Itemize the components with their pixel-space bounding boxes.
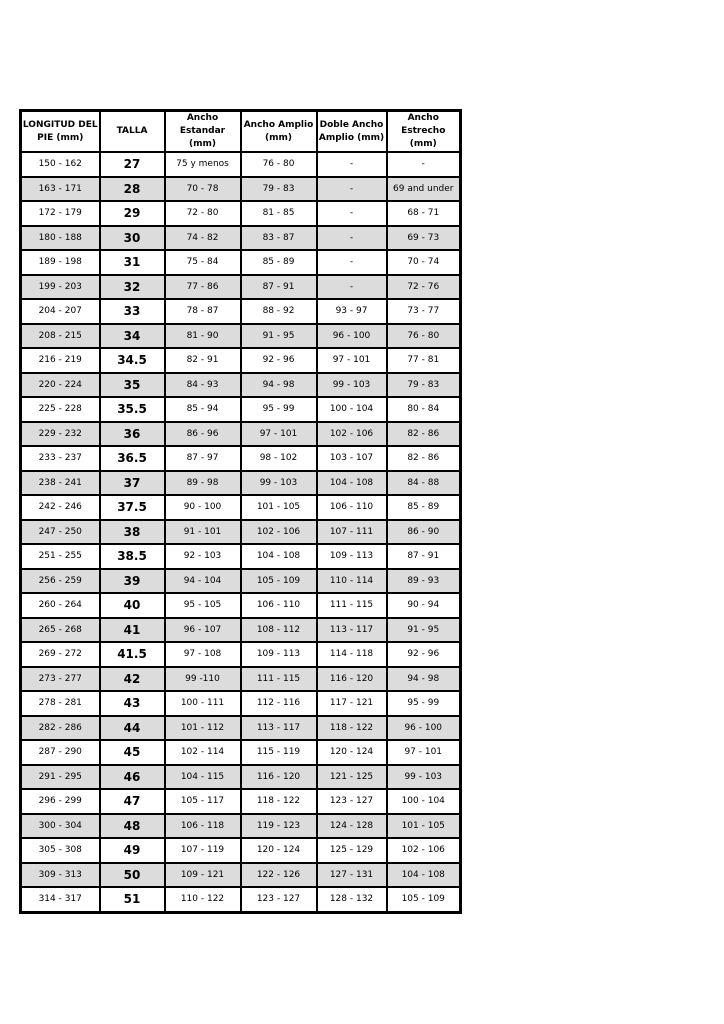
cell-wide-width: 123 - 127 [241, 887, 317, 912]
cell-standard-width: 102 - 114 [165, 740, 241, 765]
cell-standard-width: 81 - 90 [165, 324, 241, 349]
cell-wide-width: 97 - 101 [241, 422, 317, 447]
cell-wide-width: 101 - 105 [241, 495, 317, 520]
cell-narrow-width: 92 - 96 [387, 642, 461, 667]
cell-wide-width: 81 - 85 [241, 201, 317, 226]
table-row [21, 348, 461, 373]
cell-standard-width: 99 -110 [165, 667, 241, 692]
table-body [21, 152, 461, 912]
cell-size: 46 [100, 765, 165, 790]
cell-size: 31 [100, 250, 165, 275]
cell-wide-width: 95 - 99 [241, 397, 317, 422]
cell-double-wide-width: - [317, 177, 387, 202]
cell-standard-width: 85 - 94 [165, 397, 241, 422]
table-row [21, 471, 461, 496]
cell-narrow-width: 102 - 106 [387, 838, 461, 863]
cell-wide-width: 85 - 89 [241, 250, 317, 275]
table-row [21, 250, 461, 275]
cell-standard-width: 82 - 91 [165, 348, 241, 373]
cell-foot-length: 265 - 268 [21, 618, 100, 643]
cell-standard-width: 92 - 103 [165, 544, 241, 569]
cell-narrow-width: 73 - 77 [387, 299, 461, 324]
cell-standard-width: 110 - 122 [165, 887, 241, 912]
cell-standard-width: 90 - 100 [165, 495, 241, 520]
cell-size: 50 [100, 863, 165, 888]
cell-standard-width: 109 - 121 [165, 863, 241, 888]
cell-foot-length: 225 - 228 [21, 397, 100, 422]
cell-narrow-width: 76 - 80 [387, 324, 461, 349]
cell-size: 34 [100, 324, 165, 349]
table-row [21, 887, 461, 912]
cell-foot-length: 247 - 250 [21, 520, 100, 545]
cell-foot-length: 242 - 246 [21, 495, 100, 520]
table-row [21, 275, 461, 300]
table-row [21, 765, 461, 790]
cell-standard-width: 94 - 104 [165, 569, 241, 594]
cell-wide-width: 122 - 126 [241, 863, 317, 888]
cell-double-wide-width: 107 - 111 [317, 520, 387, 545]
cell-narrow-width: 85 - 89 [387, 495, 461, 520]
table-row [21, 495, 461, 520]
header-size: TALLA [100, 111, 165, 153]
cell-standard-width: 96 - 107 [165, 618, 241, 643]
cell-double-wide-width: 118 - 122 [317, 716, 387, 741]
cell-double-wide-width: - [317, 226, 387, 251]
cell-size: 35.5 [100, 397, 165, 422]
cell-size: 51 [100, 887, 165, 912]
cell-standard-width: 107 - 119 [165, 838, 241, 863]
cell-standard-width: 91 - 101 [165, 520, 241, 545]
cell-standard-width: 77 - 86 [165, 275, 241, 300]
table-row [21, 373, 461, 398]
cell-double-wide-width: 103 - 107 [317, 446, 387, 471]
cell-double-wide-width: 106 - 110 [317, 495, 387, 520]
cell-size: 41 [100, 618, 165, 643]
table-row [21, 863, 461, 888]
table-row [21, 422, 461, 447]
cell-wide-width: 79 - 83 [241, 177, 317, 202]
cell-wide-width: 119 - 123 [241, 814, 317, 839]
size-chart [19, 109, 462, 914]
table-row [21, 789, 461, 814]
table-row [21, 446, 461, 471]
cell-narrow-width: 69 - 73 [387, 226, 461, 251]
cell-wide-width: 83 - 87 [241, 226, 317, 251]
cell-foot-length: 150 - 162 [21, 152, 100, 177]
table-row [21, 716, 461, 741]
cell-standard-width: 97 - 108 [165, 642, 241, 667]
cell-wide-width: 76 - 80 [241, 152, 317, 177]
size-table [19, 109, 462, 914]
table-row [21, 667, 461, 692]
cell-wide-width: 111 - 115 [241, 667, 317, 692]
cell-narrow-width: 100 - 104 [387, 789, 461, 814]
table-row [21, 397, 461, 422]
cell-narrow-width: 99 - 103 [387, 765, 461, 790]
cell-size: 38.5 [100, 544, 165, 569]
cell-standard-width: 95 - 105 [165, 593, 241, 618]
table-row [21, 740, 461, 765]
table-row [21, 299, 461, 324]
cell-standard-width: 100 - 111 [165, 691, 241, 716]
cell-size: 33 [100, 299, 165, 324]
cell-double-wide-width: 113 - 117 [317, 618, 387, 643]
cell-wide-width: 104 - 108 [241, 544, 317, 569]
cell-foot-length: 238 - 241 [21, 471, 100, 496]
cell-narrow-width: 95 - 99 [387, 691, 461, 716]
cell-foot-length: 208 - 215 [21, 324, 100, 349]
cell-foot-length: 291 - 295 [21, 765, 100, 790]
cell-double-wide-width: 127 - 131 [317, 863, 387, 888]
cell-standard-width: 106 - 118 [165, 814, 241, 839]
table-row [21, 544, 461, 569]
cell-double-wide-width: 116 - 120 [317, 667, 387, 692]
cell-foot-length: 189 - 198 [21, 250, 100, 275]
cell-wide-width: 98 - 102 [241, 446, 317, 471]
cell-double-wide-width: 128 - 132 [317, 887, 387, 912]
table-row [21, 618, 461, 643]
cell-double-wide-width: - [317, 250, 387, 275]
table-row [21, 838, 461, 863]
cell-foot-length: 216 - 219 [21, 348, 100, 373]
table-row [21, 520, 461, 545]
cell-size: 47 [100, 789, 165, 814]
cell-wide-width: 99 - 103 [241, 471, 317, 496]
cell-double-wide-width: 125 - 129 [317, 838, 387, 863]
cell-wide-width: 88 - 92 [241, 299, 317, 324]
cell-foot-length: 273 - 277 [21, 667, 100, 692]
table-row [21, 177, 461, 202]
cell-size: 28 [100, 177, 165, 202]
cell-foot-length: 229 - 232 [21, 422, 100, 447]
header-standard-width: Ancho Estandar (mm) [165, 111, 241, 153]
cell-foot-length: 172 - 179 [21, 201, 100, 226]
cell-narrow-width: 77 - 81 [387, 348, 461, 373]
cell-narrow-width: 82 - 86 [387, 446, 461, 471]
cell-standard-width: 78 - 87 [165, 299, 241, 324]
table-row [21, 642, 461, 667]
table-row [21, 226, 461, 251]
cell-standard-width: 70 - 78 [165, 177, 241, 202]
cell-wide-width: 92 - 96 [241, 348, 317, 373]
cell-size: 30 [100, 226, 165, 251]
cell-narrow-width: 84 - 88 [387, 471, 461, 496]
cell-size: 29 [100, 201, 165, 226]
cell-foot-length: 300 - 304 [21, 814, 100, 839]
cell-double-wide-width: - [317, 201, 387, 226]
cell-double-wide-width: 121 - 125 [317, 765, 387, 790]
cell-narrow-width: 90 - 94 [387, 593, 461, 618]
cell-size: 37.5 [100, 495, 165, 520]
cell-narrow-width: 79 - 83 [387, 373, 461, 398]
cell-double-wide-width: 124 - 128 [317, 814, 387, 839]
cell-size: 44 [100, 716, 165, 741]
cell-foot-length: 220 - 224 [21, 373, 100, 398]
table-row [21, 569, 461, 594]
cell-foot-length: 256 - 259 [21, 569, 100, 594]
cell-size: 34.5 [100, 348, 165, 373]
cell-narrow-width: 82 - 86 [387, 422, 461, 447]
cell-size: 45 [100, 740, 165, 765]
cell-standard-width: 87 - 97 [165, 446, 241, 471]
cell-narrow-width: 86 - 90 [387, 520, 461, 545]
cell-narrow-width: 80 - 84 [387, 397, 461, 422]
cell-foot-length: 282 - 286 [21, 716, 100, 741]
cell-double-wide-width: - [317, 275, 387, 300]
table-header [21, 111, 461, 153]
cell-standard-width: 74 - 82 [165, 226, 241, 251]
cell-narrow-width: 104 - 108 [387, 863, 461, 888]
cell-standard-width: 84 - 93 [165, 373, 241, 398]
cell-size: 37 [100, 471, 165, 496]
cell-size: 36 [100, 422, 165, 447]
cell-size: 38 [100, 520, 165, 545]
cell-double-wide-width: 97 - 101 [317, 348, 387, 373]
cell-foot-length: 296 - 299 [21, 789, 100, 814]
cell-wide-width: 109 - 113 [241, 642, 317, 667]
cell-narrow-width: - [387, 152, 461, 177]
cell-narrow-width: 87 - 91 [387, 544, 461, 569]
cell-wide-width: 113 - 117 [241, 716, 317, 741]
table-row [21, 691, 461, 716]
cell-narrow-width: 89 - 93 [387, 569, 461, 594]
cell-standard-width: 72 - 80 [165, 201, 241, 226]
table-row [21, 324, 461, 349]
cell-narrow-width: 105 - 109 [387, 887, 461, 912]
cell-wide-width: 112 - 116 [241, 691, 317, 716]
cell-standard-width: 75 - 84 [165, 250, 241, 275]
cell-wide-width: 91 - 95 [241, 324, 317, 349]
cell-double-wide-width: 99 - 103 [317, 373, 387, 398]
cell-narrow-width: 69 and under [387, 177, 461, 202]
cell-double-wide-width: 102 - 106 [317, 422, 387, 447]
cell-foot-length: 314 - 317 [21, 887, 100, 912]
cell-narrow-width: 68 - 71 [387, 201, 461, 226]
header-double-wide-width: Doble Ancho Amplio (mm) [317, 111, 387, 153]
cell-foot-length: 260 - 264 [21, 593, 100, 618]
table-row [21, 593, 461, 618]
header-narrow-width: Ancho Estrecho (mm) [387, 111, 461, 153]
cell-narrow-width: 72 - 76 [387, 275, 461, 300]
cell-double-wide-width: - [317, 152, 387, 177]
cell-wide-width: 120 - 124 [241, 838, 317, 863]
cell-double-wide-width: 104 - 108 [317, 471, 387, 496]
cell-foot-length: 199 - 203 [21, 275, 100, 300]
cell-foot-length: 287 - 290 [21, 740, 100, 765]
cell-double-wide-width: 123 - 127 [317, 789, 387, 814]
cell-narrow-width: 94 - 98 [387, 667, 461, 692]
cell-size: 40 [100, 593, 165, 618]
cell-double-wide-width: 96 - 100 [317, 324, 387, 349]
table-row [21, 152, 461, 177]
cell-size: 42 [100, 667, 165, 692]
cell-foot-length: 233 - 237 [21, 446, 100, 471]
cell-size: 49 [100, 838, 165, 863]
header-wide-width: Ancho Amplio (mm) [241, 111, 317, 153]
cell-double-wide-width: 100 - 104 [317, 397, 387, 422]
cell-double-wide-width: 93 - 97 [317, 299, 387, 324]
cell-foot-length: 204 - 207 [21, 299, 100, 324]
cell-double-wide-width: 111 - 115 [317, 593, 387, 618]
cell-size: 48 [100, 814, 165, 839]
cell-double-wide-width: 110 - 114 [317, 569, 387, 594]
cell-size: 39 [100, 569, 165, 594]
cell-double-wide-width: 117 - 121 [317, 691, 387, 716]
cell-standard-width: 75 y menos [165, 152, 241, 177]
cell-double-wide-width: 109 - 113 [317, 544, 387, 569]
cell-wide-width: 87 - 91 [241, 275, 317, 300]
cell-wide-width: 105 - 109 [241, 569, 317, 594]
cell-size: 32 [100, 275, 165, 300]
cell-foot-length: 278 - 281 [21, 691, 100, 716]
cell-foot-length: 305 - 308 [21, 838, 100, 863]
cell-size: 41.5 [100, 642, 165, 667]
cell-foot-length: 163 - 171 [21, 177, 100, 202]
cell-wide-width: 94 - 98 [241, 373, 317, 398]
cell-narrow-width: 97 - 101 [387, 740, 461, 765]
cell-narrow-width: 96 - 100 [387, 716, 461, 741]
table-row [21, 201, 461, 226]
cell-foot-length: 251 - 255 [21, 544, 100, 569]
cell-narrow-width: 70 - 74 [387, 250, 461, 275]
cell-standard-width: 89 - 98 [165, 471, 241, 496]
cell-wide-width: 102 - 106 [241, 520, 317, 545]
cell-wide-width: 115 - 119 [241, 740, 317, 765]
cell-narrow-width: 91 - 95 [387, 618, 461, 643]
cell-foot-length: 309 - 313 [21, 863, 100, 888]
table-row [21, 814, 461, 839]
cell-standard-width: 101 - 112 [165, 716, 241, 741]
cell-wide-width: 116 - 120 [241, 765, 317, 790]
cell-double-wide-width: 114 - 118 [317, 642, 387, 667]
header-row [21, 111, 461, 153]
cell-foot-length: 180 - 188 [21, 226, 100, 251]
cell-size: 36.5 [100, 446, 165, 471]
cell-wide-width: 118 - 122 [241, 789, 317, 814]
cell-narrow-width: 101 - 105 [387, 814, 461, 839]
cell-standard-width: 104 - 115 [165, 765, 241, 790]
cell-standard-width: 86 - 96 [165, 422, 241, 447]
cell-size: 35 [100, 373, 165, 398]
cell-size: 27 [100, 152, 165, 177]
cell-wide-width: 108 - 112 [241, 618, 317, 643]
cell-size: 43 [100, 691, 165, 716]
cell-wide-width: 106 - 110 [241, 593, 317, 618]
header-foot-length: LONGITUD DEL PIE (mm) [21, 111, 100, 153]
cell-double-wide-width: 120 - 124 [317, 740, 387, 765]
cell-foot-length: 269 - 272 [21, 642, 100, 667]
cell-standard-width: 105 - 117 [165, 789, 241, 814]
